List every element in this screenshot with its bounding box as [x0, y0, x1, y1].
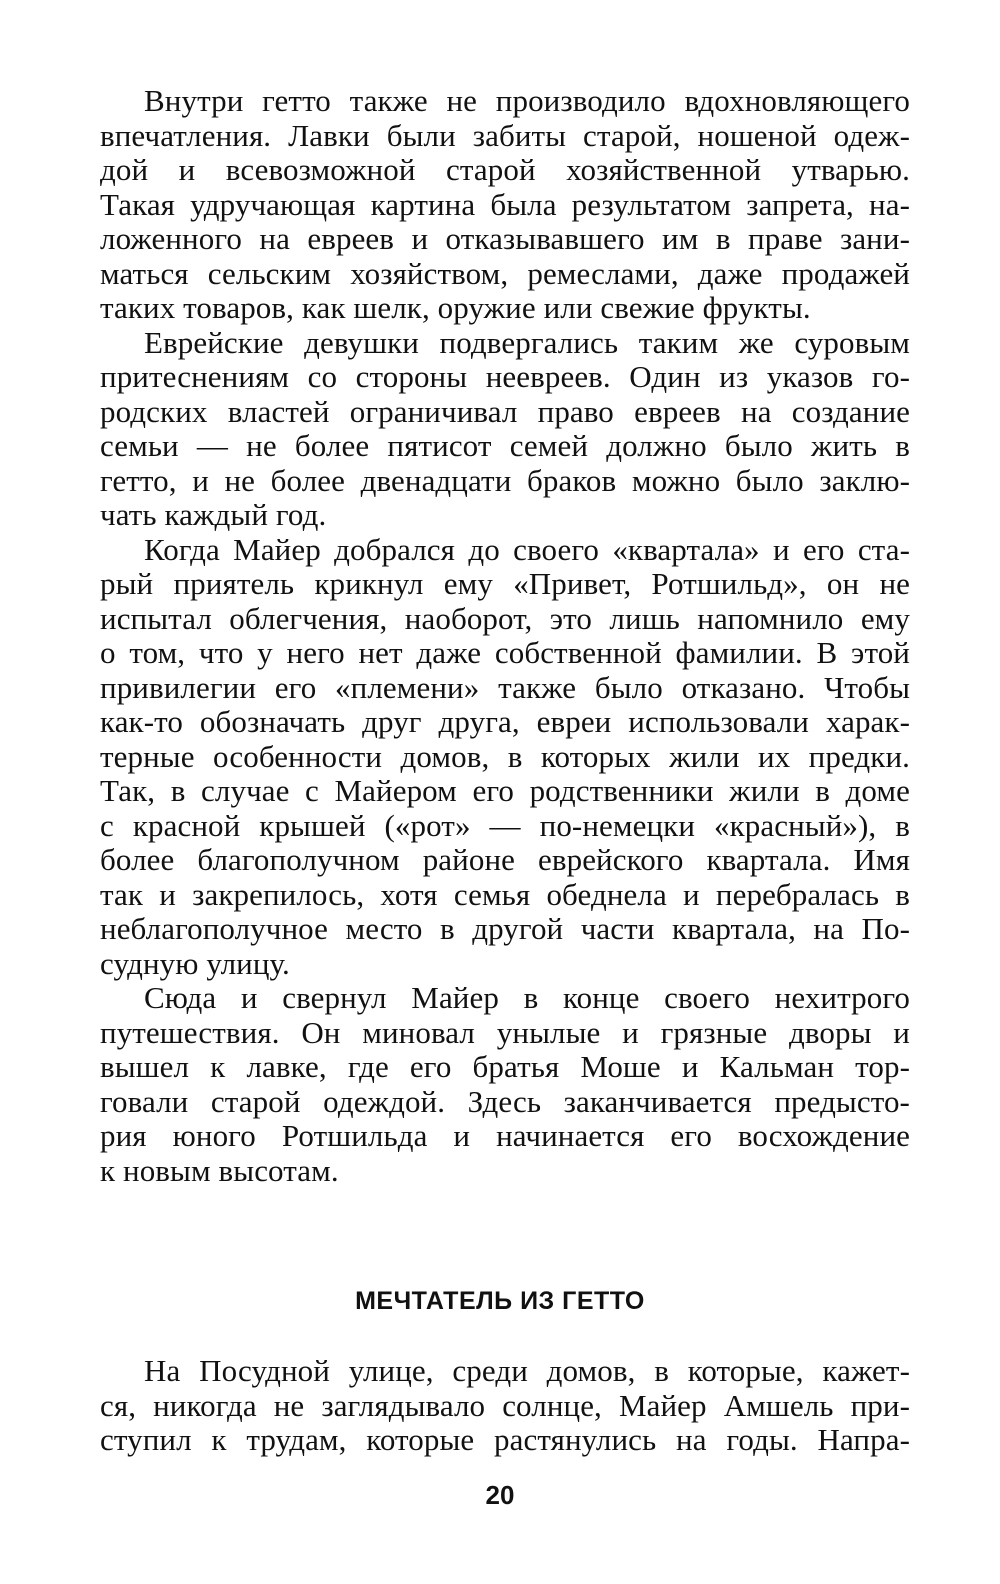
- text-line: путешествия. Он миновал унылые и грязные дворы и: [100, 1014, 910, 1050]
- paragraph: [100, 533, 910, 982]
- section-heading: МЕЧТАТЕЛЬ ИЗ ГЕТТО: [355, 1287, 645, 1315]
- text-line: Такая удручающая картина была результатом запрета, на-: [100, 186, 910, 222]
- paragraph: [100, 84, 910, 326]
- text-line: впечатления. Лавки были забиты старой, ношеной одеж-: [100, 117, 910, 153]
- text-line: На Посудной улице, среди домов, в которые, кажет-: [144, 1353, 910, 1388]
- text-line: говали старой одеждой. Здесь заканчивается предысто-: [100, 1083, 910, 1119]
- text-line: привилегии его «племени» также было отказано. Чтобы: [100, 669, 910, 705]
- text-line: рия юного Ротшильда и начинается его восхождение: [100, 1118, 910, 1153]
- text-line: Так, в случае с Майером его родственники жили в доме: [100, 773, 910, 808]
- text-line: ложенного на евреев и отказывавшего им в праве зани-: [100, 221, 910, 256]
- text-line: гетто, и не более двенадцати браков можно было заклю-: [100, 462, 910, 498]
- main-text: [100, 84, 910, 1188]
- text-line: вышел к лавке, где его братья Моше и Кальман тор-: [100, 1049, 910, 1084]
- text-line: о том, что у него нет даже собственной фамилии. В этой: [100, 635, 910, 670]
- paragraph: [100, 981, 910, 1188]
- text-line: Внутри гетто также не производило вдохновляющего: [144, 83, 910, 118]
- text-line: как-то обозначать друг друга, евреи использовали харак-: [100, 704, 910, 739]
- text-line: ступил к трудам, которые растянулись на годы. Напра-: [100, 1422, 910, 1457]
- text-line: более благополучном районе еврейского квартала. Имя: [100, 842, 910, 877]
- text-line: неблагополучное место в другой части квартала, на По-: [100, 911, 910, 946]
- text-line: чать каждый год.: [100, 497, 327, 532]
- text-line: Сюда и свернул Майер в конце своего нехитрого: [144, 980, 910, 1015]
- paragraph: [100, 326, 910, 533]
- paragraph: [100, 1354, 910, 1458]
- text-line: таких товаров, как шелк, оружие или свежие фрукты.: [100, 290, 811, 325]
- text-line: семьи — не более пятисот семей должно было жить в: [100, 428, 910, 463]
- text-line: маться сельским хозяйством, ремеслами, даже продажей: [100, 255, 910, 291]
- text-line: притеснениям со стороны неевреев. Один из указов го-: [100, 359, 910, 394]
- text-line: ся, никогда не заглядывало солнце, Майер Амшель при-: [100, 1387, 910, 1423]
- text-line: дой и всевозможной старой хозяйственной утварью.: [100, 152, 910, 187]
- text-line: испытал облегчения, наоборот, это лишь напомнило ему: [100, 600, 910, 636]
- text-line: к новым высотам.: [100, 1152, 339, 1188]
- text-line: судную улицу.: [100, 945, 290, 981]
- text-line: так и закрепилось, хотя семья обеднела и перебралась в: [100, 876, 910, 912]
- continuation-text: [100, 1354, 910, 1458]
- page-number: 20: [485, 1480, 515, 1510]
- text-line: родских властей ограничивал право евреев на создание: [100, 393, 910, 429]
- text-line: терные особенности домов, в которых жили их предки.: [100, 738, 910, 774]
- text-line: рый приятель крикнул ему «Привет, Ротшильд», он не: [100, 566, 910, 601]
- text-line: с красной крышей («рот» — по-немецки «красный»), в: [100, 807, 910, 843]
- text-line: Еврейские девушки подвергались таким же суровым: [144, 324, 910, 360]
- text-line: Когда Майер добрался до своего «квартала» и его ста-: [144, 531, 910, 567]
